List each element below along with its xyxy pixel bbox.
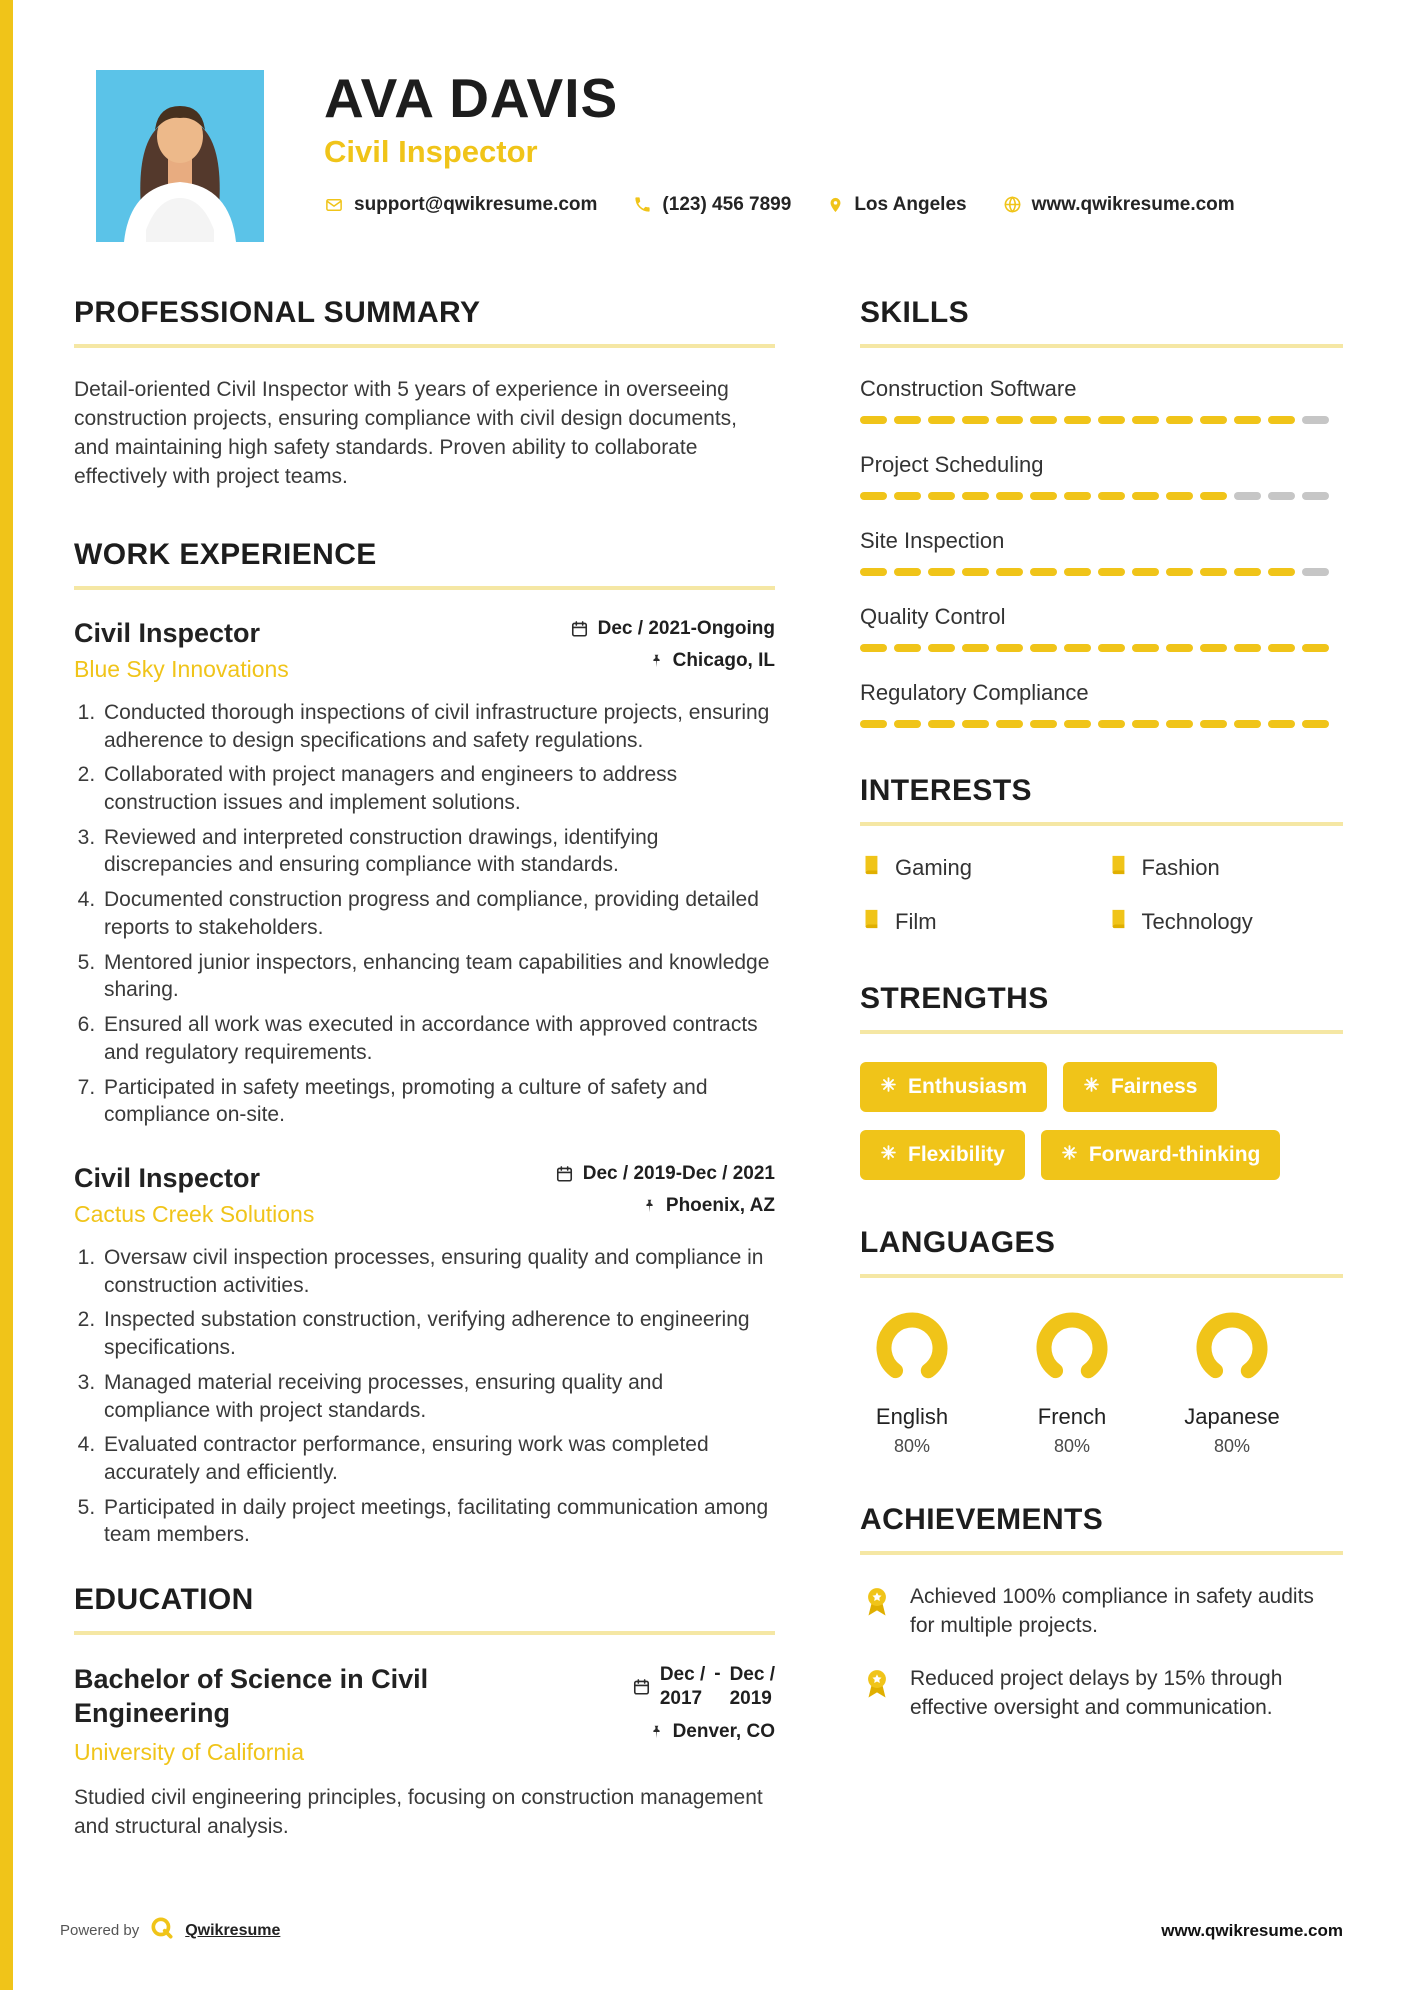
heading-underline xyxy=(860,1030,1343,1034)
calendar-icon xyxy=(555,1164,574,1184)
left-accent-stripe xyxy=(0,0,13,1990)
job-bullet: 5. Participated in daily project meetings, facilitating communication among team members. xyxy=(101,1494,775,1549)
summary-heading: PROFESSIONAL SUMMARY xyxy=(74,296,481,329)
heading-underline xyxy=(74,1631,775,1635)
achievements-heading: ACHIEVEMENTS xyxy=(860,1503,1104,1536)
language-name: French xyxy=(1037,1404,1107,1429)
skill-dash-filled xyxy=(996,416,1023,424)
skill-item xyxy=(860,680,1343,728)
language-percent: 80% xyxy=(1213,1436,1251,1456)
contact-location xyxy=(827,194,966,216)
book-icon xyxy=(860,908,882,936)
job-bullet: 1. Oversaw civil inspection processes, ensuring quality and compliance in construction activities. xyxy=(101,1244,775,1299)
job-company: Blue Sky Innovations xyxy=(74,655,289,682)
job-header xyxy=(74,1163,775,1228)
skill-dash-filled xyxy=(996,720,1023,728)
footer xyxy=(60,1915,1343,1946)
language-percent: 80% xyxy=(1053,1436,1091,1456)
skill-level-meter xyxy=(860,568,1343,576)
achievement-text: Reduced project delays by 15% through effective oversight and communication. xyxy=(910,1666,1283,1719)
award-icon xyxy=(860,1583,894,1628)
skill-item xyxy=(860,452,1343,500)
skill-dash-filled xyxy=(1064,568,1091,576)
date-separator: - xyxy=(714,1663,721,1685)
contact-email-text: support@qwikresume.com xyxy=(354,193,598,215)
section-work-experience xyxy=(74,538,775,1549)
strength-label: Forward-thinking xyxy=(1088,1143,1261,1166)
skill-item xyxy=(860,604,1343,652)
skill-name: Project Scheduling xyxy=(860,452,1044,477)
powered-by-label: Powered by xyxy=(60,1922,140,1939)
job-bullet: 5. Mentored junior inspectors, enhancing team capabilities and knowledge sharing. xyxy=(101,949,775,1004)
language-item xyxy=(1180,1306,1284,1457)
interest-item xyxy=(1107,908,1344,936)
achievement-item xyxy=(860,1665,1343,1723)
flower-icon xyxy=(1083,1075,1100,1099)
job-bullet: 3. Reviewed and interpreted construction drawings, identifying discrepancies and ensuring compliance with standards. xyxy=(101,824,775,879)
skill-dash-filled xyxy=(1166,568,1193,576)
interest-label: Technology xyxy=(1141,909,1253,934)
book-icon xyxy=(1107,854,1129,882)
calendar-icon xyxy=(632,1677,651,1697)
interest-label: Gaming xyxy=(895,855,973,880)
flower-icon xyxy=(1061,1143,1078,1167)
section-education xyxy=(74,1583,775,1841)
skill-dash-filled xyxy=(1200,720,1227,728)
education-date-end xyxy=(730,1663,775,1711)
skill-dash-filled xyxy=(1064,644,1091,652)
skill-dash-filled xyxy=(1268,568,1295,576)
language-item xyxy=(860,1306,964,1457)
language-donut-chart xyxy=(1030,1306,1114,1390)
skill-dash-filled xyxy=(1268,644,1295,652)
skill-dash-filled xyxy=(860,720,887,728)
job-company: Cactus Creek Solutions xyxy=(74,1200,315,1227)
skill-item xyxy=(860,376,1343,424)
skill-dash-filled xyxy=(996,644,1023,652)
book-icon xyxy=(1107,908,1129,936)
skill-dash-filled xyxy=(1132,568,1159,576)
job-bullet: 3. Managed material receiving processes, ensuring quality and compliance with project standards. xyxy=(101,1369,775,1424)
date-end-year: 2019 xyxy=(729,1687,772,1709)
interest-item xyxy=(860,854,1097,882)
education-title-block xyxy=(74,1663,494,1766)
strength-badge xyxy=(860,1130,1025,1180)
job-title-block xyxy=(74,1163,314,1228)
skill-dash-filled xyxy=(894,720,921,728)
skill-dash-filled xyxy=(894,492,921,500)
contact-location-text: Los Angeles xyxy=(854,193,967,215)
skill-dash-filled xyxy=(860,416,887,424)
qwikresume-link[interactable]: Qwikresume xyxy=(185,1921,281,1939)
skill-dash-filled xyxy=(962,720,989,728)
email-icon xyxy=(324,196,344,214)
skill-dash-filled xyxy=(1030,416,1057,424)
skill-dash-filled xyxy=(1098,720,1125,728)
skill-dash-filled xyxy=(860,644,887,652)
main-column xyxy=(74,296,775,1842)
job-bullet: 7. Participated in safety meetings, promoting a culture of safety and compliance on-site. xyxy=(101,1074,775,1129)
skill-dash-filled xyxy=(996,492,1023,500)
education-meta xyxy=(632,1663,775,1753)
job-date: Dec / 2019-Dec / 2021 xyxy=(582,1162,775,1184)
skill-dash-filled xyxy=(1268,416,1295,424)
skill-dash-empty xyxy=(1302,568,1329,576)
book-icon xyxy=(860,854,882,882)
phone-icon xyxy=(633,195,652,214)
section-achievements xyxy=(860,1503,1343,1723)
skill-dash-filled xyxy=(1200,416,1227,424)
skill-dash-filled xyxy=(1132,644,1159,652)
skill-dash-filled xyxy=(996,568,1023,576)
skill-dash-filled xyxy=(1234,568,1261,576)
achievement-item xyxy=(860,1583,1343,1641)
pushpin-icon xyxy=(649,652,664,670)
heading-underline xyxy=(860,1274,1343,1278)
education-heading: EDUCATION xyxy=(74,1583,254,1617)
job-bullet: 4. Documented construction progress and compliance, providing detailed reports to stakeholders. xyxy=(101,886,775,941)
skill-dash-filled xyxy=(1098,568,1125,576)
skill-dash-empty xyxy=(1302,492,1329,500)
skill-dash-empty xyxy=(1302,416,1329,424)
strength-label: Enthusiasm xyxy=(908,1075,1028,1098)
skill-dash-filled xyxy=(1302,644,1329,652)
experience-heading: WORK EXPERIENCE xyxy=(74,537,377,571)
profile-photo-illustration xyxy=(96,70,264,242)
section-interests xyxy=(860,774,1343,936)
skill-dash-filled xyxy=(928,568,955,576)
job-bullet-list xyxy=(74,699,775,1129)
date-start-month: Dec / xyxy=(659,1664,706,1686)
strength-badge xyxy=(1041,1130,1281,1180)
skill-dash-filled xyxy=(1234,720,1261,728)
job-meta xyxy=(555,1163,775,1227)
education-date-start xyxy=(660,1663,705,1711)
job-bullet: 4. Evaluated contractor performance, ensuring work was completed accurately and efficiently. xyxy=(101,1431,775,1486)
skill-dash-filled xyxy=(928,416,955,424)
language-name: English xyxy=(875,1404,949,1429)
profile-photo xyxy=(96,70,264,242)
summary-text: Detail-oriented Civil Inspector with 5 years of experience in overseeing construction projects, ensuring compliance with civil design documents, and maintaining high safety standards. Proven ability to collaborate effectively with project teams. xyxy=(74,378,737,488)
calendar-icon xyxy=(570,619,589,639)
skill-dash-filled xyxy=(1234,644,1261,652)
section-skills xyxy=(860,296,1343,728)
date-end-month: Dec / xyxy=(729,1664,775,1686)
location-icon xyxy=(827,195,844,215)
skill-dash-filled xyxy=(962,492,989,500)
contact-website xyxy=(1003,194,1235,216)
person-role: Civil Inspector xyxy=(324,133,538,169)
job-location: Chicago, IL xyxy=(672,649,775,671)
job-meta xyxy=(570,618,775,682)
pushpin-icon xyxy=(642,1197,657,1215)
strengths-list xyxy=(860,1062,1343,1180)
skill-dash-filled xyxy=(962,644,989,652)
section-professional-summary xyxy=(74,296,775,492)
job-header xyxy=(74,618,775,683)
flower-icon xyxy=(880,1075,897,1099)
skill-dash-filled xyxy=(1132,416,1159,424)
skill-dash-filled xyxy=(962,416,989,424)
contact-website-text: www.qwikresume.com xyxy=(1031,193,1235,215)
interest-label: Fashion xyxy=(1141,855,1220,880)
skill-dash-filled xyxy=(1200,492,1227,500)
skill-dash-empty xyxy=(1268,492,1295,500)
globe-icon xyxy=(1003,195,1022,214)
skill-dash-filled xyxy=(1200,568,1227,576)
education-date-row xyxy=(632,1663,775,1711)
interests-heading: INTERESTS xyxy=(860,774,1032,807)
skill-dash-filled xyxy=(1064,492,1091,500)
skill-dash-filled xyxy=(1268,720,1295,728)
job-bullet: 1. Conducted thorough inspections of civil infrastructure projects, ensuring adherence to design specifications and safety regulations. xyxy=(101,699,775,754)
job-date-row xyxy=(555,1163,775,1185)
skill-name: Quality Control xyxy=(860,604,1006,629)
skill-dash-filled xyxy=(860,568,887,576)
contact-email xyxy=(324,194,597,216)
skill-dash-filled xyxy=(1030,644,1057,652)
job-location: Phoenix, AZ xyxy=(665,1194,775,1216)
strengths-heading: STRENGTHS xyxy=(860,982,1049,1015)
skill-dash-filled xyxy=(894,644,921,652)
contact-bar xyxy=(324,194,1235,216)
skill-level-meter xyxy=(860,492,1343,500)
skill-dash-filled xyxy=(1098,416,1125,424)
language-name: Japanese xyxy=(1184,1404,1280,1429)
strength-label: Fairness xyxy=(1111,1075,1198,1098)
interest-item xyxy=(1107,854,1344,882)
skill-dash-filled xyxy=(1030,568,1057,576)
skill-dash-filled xyxy=(1030,720,1057,728)
job-bullet: 2. Inspected substation construction, verifying adherence to engineering specifications. xyxy=(101,1306,775,1361)
interest-item xyxy=(860,908,1097,936)
person-name: AVA DAVIS xyxy=(324,67,619,129)
heading-underline xyxy=(74,344,775,348)
interests-grid xyxy=(860,854,1343,936)
skill-dash-filled xyxy=(928,492,955,500)
skill-dash-filled xyxy=(1064,720,1091,728)
job-location-row xyxy=(555,1195,775,1217)
header xyxy=(0,0,1407,242)
section-strengths xyxy=(860,982,1343,1180)
job-date-row xyxy=(570,618,775,640)
skill-dash-filled xyxy=(928,644,955,652)
education-location: Denver, CO xyxy=(672,1720,775,1742)
languages-heading: LANGUAGES xyxy=(860,1226,1056,1259)
footer-branding xyxy=(60,1915,280,1946)
skill-dash-filled xyxy=(1200,644,1227,652)
job-title: Civil Inspector xyxy=(74,617,261,648)
date-start-year: 2017 xyxy=(659,1687,703,1709)
education-header xyxy=(74,1663,775,1766)
skill-dash-filled xyxy=(1030,492,1057,500)
skill-dash-filled xyxy=(894,416,921,424)
skill-dash-filled xyxy=(1166,644,1193,652)
strength-label: Flexibility xyxy=(908,1143,1005,1166)
skills-heading: SKILLS xyxy=(860,296,970,329)
skill-dash-filled xyxy=(1166,492,1193,500)
skill-level-meter xyxy=(860,644,1343,652)
skill-dash-filled xyxy=(1132,492,1159,500)
flower-icon xyxy=(880,1143,897,1167)
job-entry xyxy=(74,618,775,1129)
skill-dash-filled xyxy=(860,492,887,500)
skill-dash-filled xyxy=(1064,416,1091,424)
job-entry xyxy=(74,1163,775,1549)
job-title-block xyxy=(74,618,289,683)
skill-dash-empty xyxy=(1234,492,1261,500)
education-location-row xyxy=(632,1721,775,1743)
skill-dash-filled xyxy=(1166,720,1193,728)
skill-dash-filled xyxy=(962,568,989,576)
languages-list xyxy=(860,1306,1343,1457)
education-description: Studied civil engineering principles, focusing on construction management and structural analysis. xyxy=(74,1785,763,1838)
pushpin-icon xyxy=(649,1723,664,1741)
content-columns xyxy=(0,242,1407,1842)
skill-dash-filled xyxy=(1098,492,1125,500)
language-percent: 80% xyxy=(893,1436,931,1456)
job-date: Dec / 2021-Ongoing xyxy=(597,617,775,639)
strength-badge xyxy=(860,1062,1047,1112)
section-languages xyxy=(860,1226,1343,1457)
degree-title: Bachelor of Science in Civil Engineering xyxy=(74,1664,429,1728)
job-title: Civil Inspector xyxy=(74,1162,261,1193)
skill-dash-filled xyxy=(1166,416,1193,424)
contact-phone xyxy=(633,194,791,216)
skill-dash-filled xyxy=(1302,720,1329,728)
skill-dash-filled xyxy=(928,720,955,728)
skill-dash-filled xyxy=(1234,416,1261,424)
heading-underline xyxy=(860,344,1343,348)
job-location-row xyxy=(570,650,775,672)
sidebar-column xyxy=(860,296,1343,1769)
job-bullet-list xyxy=(74,1244,775,1549)
heading-underline xyxy=(860,822,1343,826)
heading-underline xyxy=(74,586,775,590)
skill-dash-filled xyxy=(1132,720,1159,728)
skill-item xyxy=(860,528,1343,576)
achievement-text: Achieved 100% compliance in safety audits for multiple projects. xyxy=(910,1585,1314,1637)
award-icon xyxy=(860,1665,894,1710)
footer-website: www.qwikresume.com xyxy=(1161,1920,1343,1940)
skill-name: Construction Software xyxy=(860,376,1077,401)
strength-badge xyxy=(1063,1062,1217,1112)
skill-dash-filled xyxy=(894,568,921,576)
skill-name: Regulatory Compliance xyxy=(860,680,1089,705)
language-donut-chart xyxy=(870,1306,954,1390)
job-bullet: 6. Ensured all work was executed in accordance with approved contracts and regulatory requirements. xyxy=(101,1011,775,1066)
qwikresume-logo-icon xyxy=(149,1915,175,1946)
interest-label: Film xyxy=(895,909,937,934)
heading-underline xyxy=(860,1551,1343,1555)
school-name: University of California xyxy=(74,1738,305,1765)
skill-level-meter xyxy=(860,720,1343,728)
skill-level-meter xyxy=(860,416,1343,424)
language-item xyxy=(1020,1306,1124,1457)
contact-phone-text: (123) 456 7899 xyxy=(662,193,792,215)
skill-dash-filled xyxy=(1098,644,1125,652)
header-text xyxy=(324,67,1235,216)
language-donut-chart xyxy=(1190,1306,1274,1390)
skill-name: Site Inspection xyxy=(860,528,1005,553)
job-bullet: 2. Collaborated with project managers and engineers to address construction issues and implement solutions. xyxy=(101,761,775,816)
